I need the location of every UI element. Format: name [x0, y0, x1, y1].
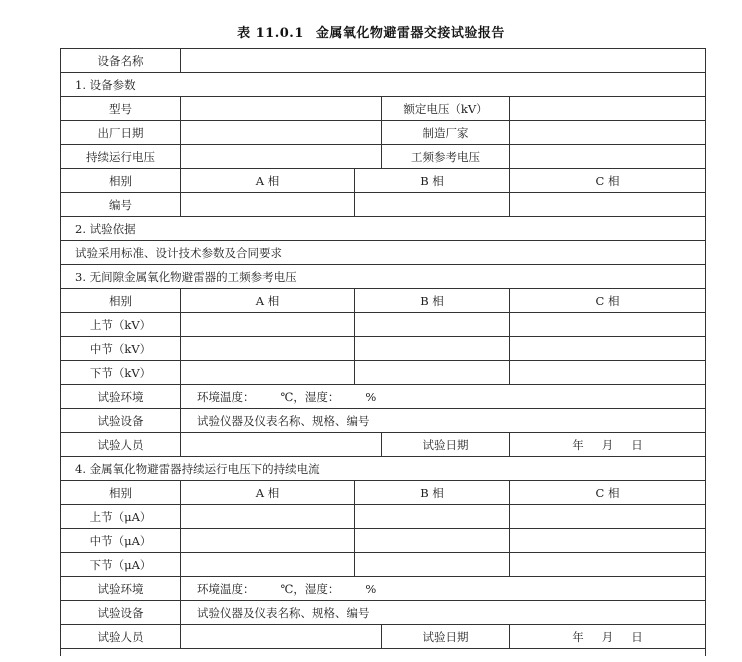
test-environment-row — [61, 385, 706, 409]
upper-section-voltage-row — [61, 313, 706, 337]
power-freq-ref-voltage-label: 工频参考电压 — [382, 145, 510, 169]
upper-c-field[interactable] — [510, 313, 706, 337]
upper-c-field[interactable] — [510, 505, 706, 529]
serial-b-field[interactable] — [355, 193, 510, 217]
test-environment-field[interactable] — [181, 385, 706, 409]
test-basis-row — [61, 241, 706, 265]
manufacture-date-label: 出厂日期 — [61, 121, 181, 145]
middle-section-current-row — [61, 529, 706, 553]
manufacturer-label: 制造厂家 — [382, 121, 510, 145]
lower-a-field[interactable] — [181, 361, 355, 385]
lower-a-field[interactable] — [181, 553, 355, 577]
middle-b-field[interactable] — [355, 337, 510, 361]
section1-heading: 1. 设备参数 — [61, 73, 706, 97]
test-environment-label: 试验环境 — [61, 577, 181, 601]
phase-label: 相别 — [61, 169, 181, 193]
lower-c-field[interactable] — [510, 361, 706, 385]
equipment-name-label: 设备名称 — [61, 49, 181, 73]
test-environment-label: 试验环境 — [61, 385, 181, 409]
serial-number-label: 编号 — [61, 193, 181, 217]
test-personnel-label: 试验人员 — [61, 433, 181, 457]
table-number: 表 11.0.1 — [237, 26, 304, 41]
phase-header-row — [61, 481, 706, 505]
test-personnel-field[interactable] — [181, 433, 382, 457]
test-personnel-row — [61, 625, 706, 649]
upper-a-field[interactable] — [181, 313, 355, 337]
temperature-label: 环境温度： — [197, 581, 255, 596]
param-row — [61, 97, 706, 121]
test-date-field[interactable] — [510, 433, 706, 457]
section2-heading-row — [61, 217, 706, 241]
test-equipment-field[interactable]: 试验仪器及仪表名称、规格、编号 — [181, 601, 706, 625]
phase-c-header: C 相 — [510, 289, 706, 313]
model-field[interactable] — [181, 97, 382, 121]
upper-b-field[interactable] — [355, 505, 510, 529]
rated-voltage-label: 额定电压（kV） — [382, 97, 510, 121]
test-date-label: 试验日期 — [382, 433, 510, 457]
phase-c-header: C 相 — [510, 481, 706, 505]
serial-c-field[interactable] — [510, 193, 706, 217]
temperature-label: 环境温度： — [197, 389, 255, 404]
month-label: 月 — [601, 629, 614, 644]
manufacturer-field[interactable] — [510, 121, 706, 145]
year-label: 年 — [572, 629, 584, 644]
test-equipment-label: 试验设备 — [61, 601, 181, 625]
section3-heading: 3. 无间隙金属氧化物避雷器的工频参考电压 — [61, 265, 706, 289]
phase-a-header: A 相 — [181, 481, 355, 505]
rated-voltage-field[interactable] — [510, 97, 706, 121]
year-label: 年 — [572, 437, 584, 452]
lower-b-field[interactable] — [355, 361, 510, 385]
test-equipment-field[interactable]: 试验仪器及仪表名称、规格、编号 — [181, 409, 706, 433]
test-date-label: 试验日期 — [382, 625, 510, 649]
middle-section-label: 中节（μA） — [61, 529, 181, 553]
test-report-table — [60, 48, 706, 656]
power-freq-ref-voltage-field[interactable] — [510, 145, 706, 169]
phase-b-header: B 相 — [355, 481, 510, 505]
section4-heading: 4. 金属氧化物避雷器持续运行电压下的持续电流 — [61, 457, 706, 481]
upper-b-field[interactable] — [355, 313, 510, 337]
middle-c-field[interactable] — [510, 337, 706, 361]
phase-a-header: A 相 — [181, 289, 355, 313]
upper-section-label: 上节（μA） — [61, 505, 181, 529]
section4-heading-row — [61, 457, 706, 481]
phase-header-row — [61, 169, 706, 193]
param-row — [61, 145, 706, 169]
phase-label: 相别 — [61, 481, 181, 505]
serial-number-row — [61, 193, 706, 217]
test-date-field[interactable] — [510, 625, 706, 649]
phase-b-header: B 相 — [355, 289, 510, 313]
lower-section-label: 下节（μA） — [61, 553, 181, 577]
continuous-voltage-field[interactable] — [181, 145, 382, 169]
lower-section-current-row — [61, 553, 706, 577]
test-environment-field[interactable] — [181, 577, 706, 601]
humidity-unit: % — [365, 389, 377, 404]
upper-a-field[interactable] — [181, 505, 355, 529]
upper-section-current-row — [61, 505, 706, 529]
middle-a-field[interactable] — [181, 337, 355, 361]
middle-c-field[interactable] — [510, 529, 706, 553]
manufacture-date-field[interactable] — [181, 121, 382, 145]
section2-heading: 2. 试验依据 — [61, 217, 706, 241]
middle-section-label: 中节（kV） — [61, 337, 181, 361]
lower-section-voltage-row — [61, 361, 706, 385]
equipment-name-field[interactable] — [181, 49, 706, 73]
lower-section-label: 下节（kV） — [61, 361, 181, 385]
test-personnel-row — [61, 433, 706, 457]
test-personnel-label: 试验人员 — [61, 625, 181, 649]
continuous-voltage-label: 持续运行电压 — [61, 145, 181, 169]
upper-section-label: 上节（kV） — [61, 313, 181, 337]
document-title — [0, 22, 742, 41]
month-label: 月 — [601, 437, 614, 452]
table-title-text: 金属氧化物避雷器交接试验报告 — [315, 26, 505, 41]
day-label: 日 — [631, 437, 643, 452]
serial-a-field[interactable] — [181, 193, 355, 217]
day-label: 日 — [631, 629, 643, 644]
phase-b-header: B 相 — [355, 169, 510, 193]
middle-section-voltage-row — [61, 337, 706, 361]
test-environment-row — [61, 577, 706, 601]
temperature-unit: ℃，湿度： — [280, 389, 340, 404]
humidity-unit: % — [365, 581, 377, 596]
section3-heading-row — [61, 265, 706, 289]
lower-b-field[interactable] — [355, 553, 510, 577]
equipment-name-row — [61, 49, 706, 73]
truncated-row — [61, 649, 706, 657]
test-personnel-field[interactable] — [181, 625, 382, 649]
phase-a-header: A 相 — [181, 169, 355, 193]
param-row — [61, 121, 706, 145]
phase-c-header: C 相 — [510, 169, 706, 193]
lower-c-field[interactable] — [510, 553, 706, 577]
test-equipment-row — [61, 409, 706, 433]
phase-header-row — [61, 289, 706, 313]
test-basis-content[interactable]: 试验采用标准、设计技术参数及合同要求 — [61, 241, 706, 265]
test-equipment-row — [61, 601, 706, 625]
middle-a-field[interactable] — [181, 529, 355, 553]
model-label: 型号 — [61, 97, 181, 121]
truncated-cell — [61, 649, 706, 657]
section1-heading-row — [61, 73, 706, 97]
temperature-unit: ℃，湿度： — [280, 581, 340, 596]
middle-b-field[interactable] — [355, 529, 510, 553]
test-equipment-label: 试验设备 — [61, 409, 181, 433]
phase-label: 相别 — [61, 289, 181, 313]
